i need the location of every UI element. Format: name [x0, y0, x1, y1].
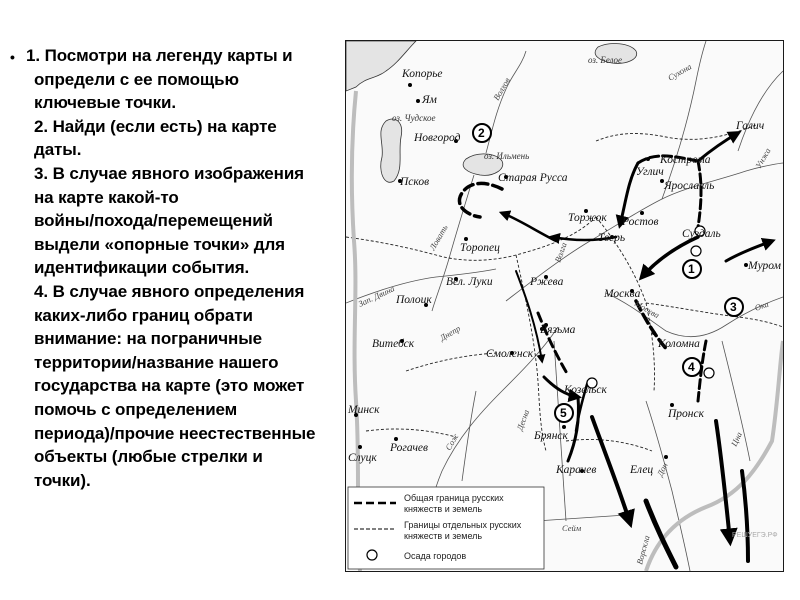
river-label: Дон — [654, 461, 670, 478]
instruction-line: идентификации события. — [34, 258, 250, 278]
city-label: Старая Русса — [498, 172, 568, 184]
instruction-line: на карте какой-то — [34, 187, 179, 207]
city-label: Новгород — [414, 132, 461, 144]
city-dot — [408, 83, 412, 87]
arrow — [698, 161, 701, 227]
river-label: Зап. Двина — [356, 283, 396, 309]
marker-number: 4 — [688, 360, 695, 374]
city-dot — [646, 157, 650, 161]
border-line — [566, 439, 652, 451]
numbered-markers — [473, 124, 743, 422]
city-label: Муром — [748, 260, 781, 272]
gulf-of-finland — [346, 41, 416, 91]
river-label: Москва — [633, 298, 662, 321]
border-line — [366, 429, 456, 437]
lake-label: оз. Чудское — [392, 113, 436, 123]
river-label: Сухона — [666, 61, 694, 83]
arrow — [716, 421, 730, 541]
city-dot — [394, 437, 398, 441]
river-label: Десна — [514, 408, 532, 432]
instruction-line: каких-либо границ обрати — [34, 305, 253, 325]
instruction-line: помочь с определением — [34, 399, 238, 419]
marker-number: 1 — [688, 262, 695, 276]
city-label: Торжок — [568, 212, 607, 224]
city-dot — [416, 99, 420, 103]
river-label: Волхов — [491, 75, 512, 102]
instruction-item-2 — [10, 115, 345, 162]
city-label: Пронск — [668, 408, 704, 420]
city-label: Брянск — [534, 430, 568, 442]
instruction-item-4 — [10, 280, 345, 492]
map-svg — [346, 41, 783, 571]
city-label: Торопец — [460, 242, 500, 254]
lake-chudskoe — [381, 119, 402, 182]
arrow — [502, 213, 556, 241]
lake-label: оз. Ильмень — [484, 151, 530, 161]
instruction-line: внимание: на пограничные — [34, 329, 262, 349]
historical-map — [345, 40, 784, 572]
city-label: Елец — [630, 464, 654, 476]
city-label: Витебск — [372, 338, 415, 350]
river-label: Ока — [753, 298, 770, 313]
city-dot — [562, 425, 566, 429]
instruction-line: точки). — [34, 470, 91, 490]
instruction-line: 2. Найди (если есть) на карте — [34, 116, 277, 136]
marker-number: 5 — [560, 406, 567, 420]
river-label: Сож — [443, 431, 461, 452]
arrow — [726, 241, 772, 261]
instruction-line: даты. — [34, 140, 82, 160]
city-label: Рогачев — [390, 442, 429, 454]
city-label: Карачев — [556, 464, 597, 476]
city-dot — [464, 237, 468, 241]
instruction-line: 3. В случае явного изображения — [34, 163, 304, 183]
instruction-line: войны/похода/перемещений — [34, 211, 273, 231]
city-dot — [670, 403, 674, 407]
city-dot — [358, 445, 362, 449]
legend-label: Общая граница русских — [404, 493, 504, 503]
instruction-line: территории/название нашего — [34, 352, 279, 372]
siege-icon — [704, 368, 714, 378]
city-label: Слуцк — [348, 452, 377, 464]
instruction-item-3 — [10, 162, 345, 280]
border-line — [406, 353, 496, 371]
river-line — [486, 51, 526, 153]
city-label: Ярославль — [664, 180, 715, 192]
arrow — [538, 313, 568, 375]
city-label: Полоцк — [396, 294, 432, 306]
city-label: Галич — [736, 120, 765, 132]
legend-label: Границы отдельных русских — [404, 520, 522, 530]
river-label: Унжа — [753, 146, 773, 170]
city-label: Москва — [604, 288, 641, 300]
instruction-line: периода)/прочие неестественные — [34, 423, 316, 443]
city-label: Псков — [400, 176, 430, 188]
lake-label: оз. Белое — [588, 55, 623, 65]
river-line — [738, 71, 783, 151]
instruction-line: 4. В случае явного определения — [34, 281, 305, 301]
river-label: Волга — [552, 240, 569, 264]
border-line — [596, 125, 756, 141]
river-line — [536, 515, 626, 521]
instruction-line: определи с ее помощью — [34, 69, 239, 89]
city-label: Тверь — [598, 232, 626, 244]
river-line — [462, 391, 476, 481]
city-label: Минск — [348, 404, 380, 416]
legend-siege-icon — [367, 550, 377, 560]
city-label: Смоленск — [486, 348, 534, 360]
river-label: Сейм — [562, 523, 582, 533]
city-label: Ям — [422, 94, 437, 106]
city-label: Ростов — [622, 216, 659, 228]
city-dot — [652, 331, 656, 335]
arrow — [459, 183, 502, 217]
map-legend — [348, 487, 544, 569]
marker-number: 3 — [730, 300, 737, 314]
bullet: • — [10, 49, 15, 65]
instruction-line: выдели «опорные точки» для — [34, 234, 286, 254]
arrow — [742, 471, 748, 561]
marker-number: 2 — [478, 126, 485, 140]
city-label: Ржева — [530, 276, 564, 288]
city-label: Вел. Луки — [446, 276, 493, 288]
river-label: Ворскла — [634, 534, 652, 566]
city-label: Углич — [636, 166, 664, 178]
instruction-line: государства на карте (это может — [34, 376, 305, 396]
city-dot — [664, 455, 668, 459]
instruction-line: ключевые точки. — [34, 93, 176, 113]
river-label: Цна — [728, 430, 744, 448]
instructions-text — [10, 44, 345, 492]
watermark: РЕШУЕГЭ.РФ — [732, 532, 778, 539]
arrow — [592, 417, 630, 523]
river-label: Ловать — [427, 222, 450, 252]
city-label: Кострома — [660, 154, 711, 166]
city-label: Вязьма — [540, 324, 576, 336]
legend-label: княжеств и земель — [404, 531, 483, 541]
legend-label: Осада городов — [404, 551, 467, 561]
legend-label: княжеств и земель — [404, 504, 483, 514]
river-label: Днепр — [438, 323, 462, 343]
city-label: Копорье — [402, 68, 443, 80]
city-label: Козельск — [564, 384, 607, 396]
city-label: Суздаль — [682, 228, 721, 240]
instruction-line: объекты (любые стрелки и — [34, 447, 263, 467]
city-dot — [640, 211, 644, 215]
instruction-item-1 — [10, 44, 345, 115]
instruction-line: 1. Посмотри на легенду карты и — [26, 46, 293, 65]
city-label: Коломна — [658, 338, 700, 350]
siege-icon — [691, 246, 701, 256]
